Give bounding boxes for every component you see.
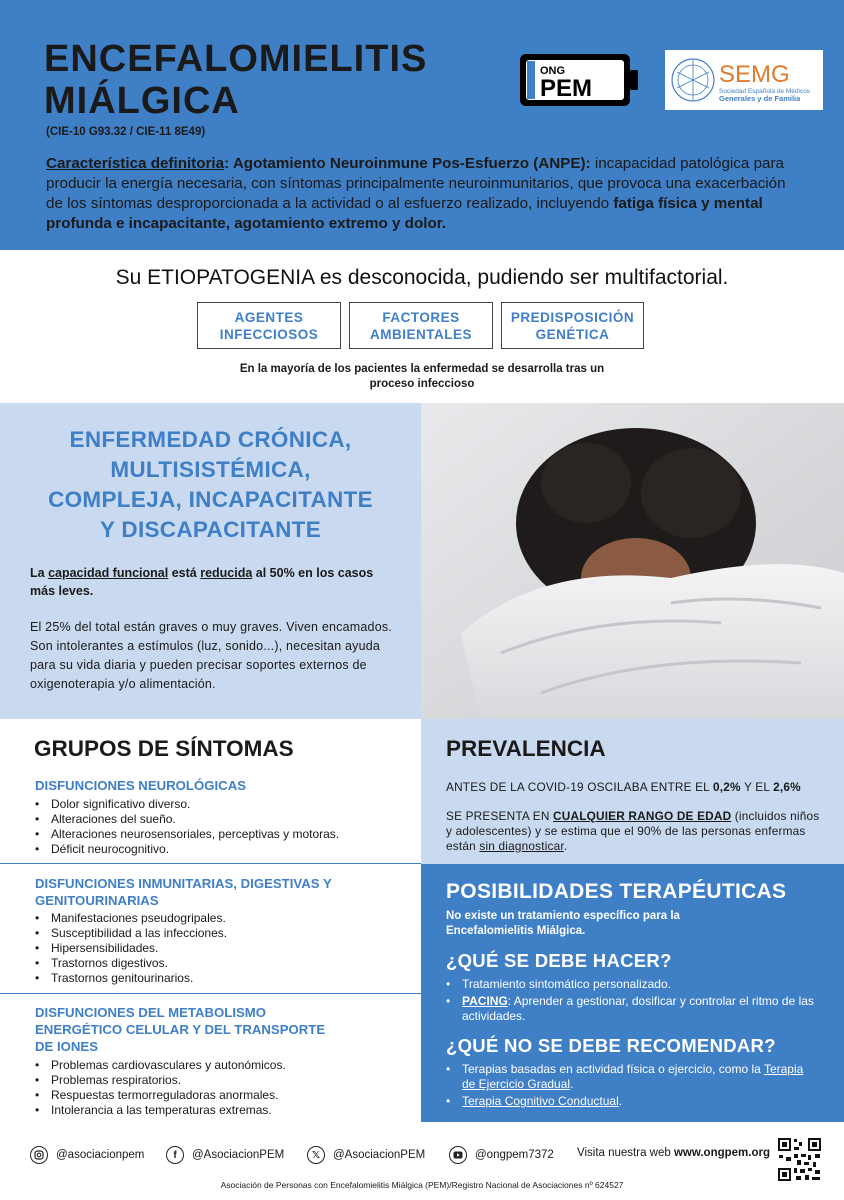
prevalence-range: ANTES DE LA COVID-19 OSCILABA ENTRE EL 0,2% Y EL 2,6% [446,780,801,794]
qr-code-icon[interactable] [777,1137,822,1182]
etiology-box-environmental: FACTORES AMBIENTALES [349,302,493,349]
logo-pem-ong: ONG [540,65,566,77]
severity-text: El 25% del total están graves o muy graves. Viven encamados. Son intolerantes a estímulos (luz, sonido...), necesitan ayuda para su vida diaria y pueden precisar soportes externos de oxigenoterapia y/o alimentación. [30,620,392,691]
chronic-heading: ENFERMEDAD CRÓNICA, MULTISISTÉMICA, COMPLEJA, INCAPACITANTE Y DISCAPACITANTE [48,427,373,542]
list-item: • Trastornos digestivos. [35,956,415,971]
list-item: • Respuestas termorreguladoras anormales. [35,1088,415,1103]
list-item: • Problemas cardiovasculares y autonómicos. [35,1058,415,1073]
bed-photo [421,403,844,719]
do-list [446,977,816,1026]
defining-characteristic: Característica definitoria: Agotamiento Neuroinmune Pos-Esfuerzo (ANPE): incapacidad patológica para producir la energía necesaria, con síntomas principalmente neuroinmunitarios, que provoca una exacerbación de los síntomas desproporcionada a la actividad o al esfuerzo realizado, incluyendo fatiga física y mental profunda e incapacitante, agotamiento extremo y dolor. [46,155,786,232]
do-heading: ¿QUÉ SE DEBE HACER? [446,950,672,971]
functional-capacity-text: La capacidad funcional está reducida al 50% en los casos más leves. [30,566,374,598]
list-item: • Susceptibilidad a las infecciones. [35,926,415,941]
etiology-title: Su ETIOPATOGENIA es desconocida, pudiendo ser multifactorial. [115,266,729,289]
list-item: • Déficit neurocognitivo. [35,842,415,857]
list-item: • Terapia Cognitivo Conductual. [446,1094,816,1109]
neuro-list [35,797,415,857]
list-item: • Hipersensibilidades. [35,941,415,956]
therapy-heading: POSIBILIDADES TERAPÉUTICAS [446,880,787,903]
dont-list [446,1062,816,1111]
list-item: • Problemas respiratorios. [35,1073,415,1088]
ong-pem-logo [518,52,642,108]
facebook-link[interactable]: f @AsociacionPEM [166,1146,284,1164]
prevalence-age: SE PRESENTA EN CUALQUIER RANGO DE EDAD (incluidos niños y adolescentes) y se estima que el 90% de las personas enfermas están sin diagnosticar. [446,809,820,853]
therapy-note: No existe un tratamiento específico para la Encefalomielitis Miálgica. [446,910,680,937]
page-title: ENCEFALOMIELITIS MIÁLGICA [44,38,428,122]
divider [0,863,421,864]
list-item: • Alteraciones neurosensoriales, perceptivas y motoras. [35,827,415,842]
semg-logo [665,50,823,110]
instagram-link[interactable]: @asociacionpem [30,1146,144,1164]
immune-group-title: DISFUNCIONES INMUNITARIAS, DIGESTIVAS Y GENITOURINARIAS [35,876,332,908]
metabolism-group-title: DISFUNCIONES DEL METABOLISMO ENERGÉTICO CELULAR Y DEL TRANSPORTE DE IONES [35,1005,326,1054]
logo-semg-main: SEMG [719,61,790,88]
prevalence-heading: PREVALENCIA [446,736,606,761]
etiology-note: En la mayoría de los pacientes la enfermedad se desarrolla tras un proceso infeccioso [239,363,605,390]
x-link[interactable]: 𝕏 @AsociacionPEM [307,1146,425,1164]
divider [0,993,421,994]
list-item: • PACING: Aprender a gestionar, dosificar y controlar el ritmo de las actividades. [446,994,816,1024]
list-item: • Intolerancia a las temperaturas extremas. [35,1103,415,1118]
metabolism-list [35,1058,415,1118]
logo-semg-line2: Generales y de Familia [719,94,801,103]
list-item: • Tratamiento sintomático personalizado. [446,977,816,992]
facebook-icon: f [166,1146,184,1164]
youtube-icon [449,1146,467,1164]
logo-pem-main: PEM [540,75,593,102]
dont-heading: ¿QUÉ NO SE DEBE RECOMENDAR? [446,1035,776,1056]
website-link[interactable]: Visita nuestra web www.ongpem.org [577,1147,770,1159]
list-item: • Dolor significativo diverso. [35,797,415,812]
list-item: • Trastornos genitourinarios. [35,971,415,986]
etiology-box-infectious: AGENTES INFECCIOSOS [197,302,341,349]
list-item: • Terapias basadas en actividad física o ejercicio, como la Terapia de Ejercicio Gradual. [446,1062,816,1092]
x-icon: 𝕏 [307,1146,325,1164]
neuro-group-title: DISFUNCIONES NEUROLÓGICAS [35,778,247,793]
list-item: • Manifestaciones pseudogripales. [35,911,415,926]
immune-list [35,911,415,986]
etiology-box-genetic: PREDISPOSICIÓN GENÉTICA [501,302,644,349]
symptoms-heading: GRUPOS DE SÍNTOMAS [34,736,294,761]
list-item: • Alteraciones del sueño. [35,812,415,827]
disease-codes: (CIE-10 G93.32 / CIE-11 8E49) [46,126,206,138]
footer-registry-note: Asociación de Personas con Encefalomielitis Miálgica (PEM)/Registro Nacional de Asociaciones nº 624527 [220,1180,624,1190]
logo-semg-line1: Sociedad Española de Médicos [719,88,811,95]
youtube-link[interactable]: @ongpem7372 [449,1146,554,1164]
instagram-icon [30,1146,48,1164]
